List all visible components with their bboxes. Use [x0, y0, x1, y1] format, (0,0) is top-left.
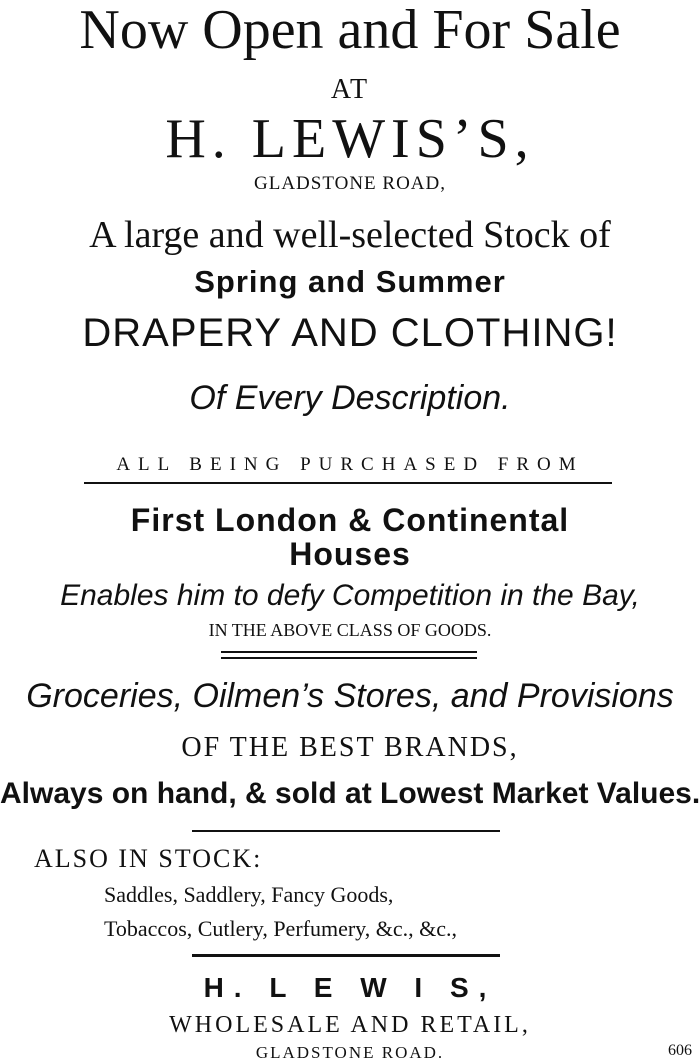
- footer-address: GLADSTONE ROAD.: [255, 1043, 445, 1062]
- description-line: Of Every Description.: [189, 379, 511, 417]
- defy-line: Enables him to defy Competition in the Bay,: [60, 579, 640, 612]
- houses-line-2: Houses: [289, 536, 411, 572]
- purchased-line: ALL BEING PURCHASED FROM: [116, 454, 584, 475]
- ad-number: 606: [668, 1042, 692, 1059]
- footer-trade: WHOLESALE AND RETAIL,: [169, 1012, 531, 1038]
- headline: Now Open and For Sale: [79, 0, 621, 61]
- separator-rule-1: [192, 830, 500, 832]
- also-in-stock: ALSO IN STOCK:: [34, 844, 263, 873]
- season-line: Spring and Summer: [194, 264, 506, 299]
- purchased-underline: [84, 482, 612, 484]
- always-line: Always on hand, & sold at Lowest Market Values.: [0, 777, 700, 810]
- stock-line: A large and well-selected Stock of: [89, 214, 611, 256]
- address-top: GLADSTONE ROAD,: [254, 173, 446, 194]
- footer-name: H. L E W I S,: [203, 972, 497, 1003]
- double-rule-top: [221, 651, 477, 653]
- houses-line-1: First London & Continental: [130, 502, 570, 538]
- merchant-name: H. LEWIS’S,: [165, 108, 535, 170]
- stock-items-1: Saddles, Saddlery, Fancy Goods,: [104, 882, 394, 907]
- groceries-line: Groceries, Oilmen’s Stores, and Provisions: [26, 677, 674, 715]
- double-rule-bottom: [221, 657, 477, 659]
- class-line: IN THE ABOVE CLASS OF GOODS.: [208, 620, 492, 640]
- brands-line: OF THE BEST BRANDS,: [181, 732, 519, 763]
- separator-rule-2: [192, 954, 500, 957]
- drapery-line: DRAPERY AND CLOTHING!: [82, 311, 618, 355]
- at-label: AT: [330, 74, 370, 105]
- stock-items-2: Tobaccos, Cutlery, Perfumery, &c., &c.,: [104, 916, 457, 941]
